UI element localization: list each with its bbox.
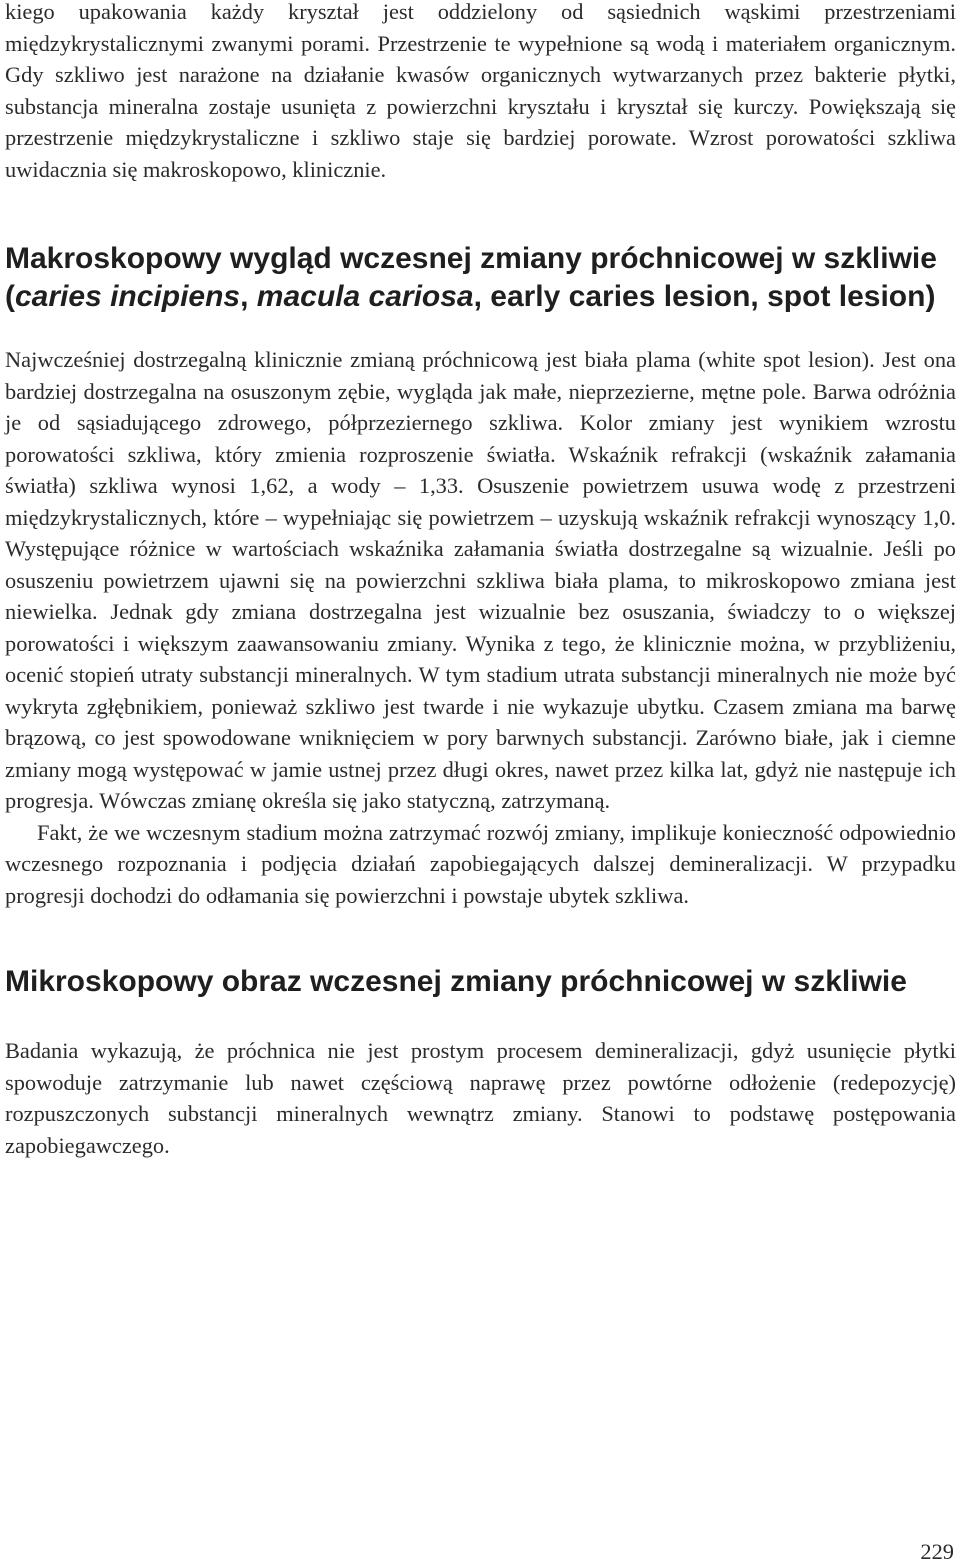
- page-number: 229: [920, 1539, 954, 1564]
- heading-text: Makroskopowy wygląd wczesnej zmiany próchnicowej w szkliwie (: [5, 242, 937, 313]
- section-heading-macroscopic: [5, 240, 956, 316]
- section-heading-microscopic: Mikroskopowy obraz wczesnej zmiany próchnicowej w szkliwie: [5, 965, 907, 998]
- paragraph-white-spot: Najwcześniej dostrzegalną klinicznie zmianą próchnicową jest biała plama (white spot lesion). Jest ona bardziej dostrzegalna na osuszonym zębie, wygląda jak małe, nieprzezierne, mętne pole. Barwa odróżnia je od sąsiadującego zdrowego, półprzeziernego szkliwa. Kolor zmiany jest wynikiem wzrostu porowatości szkliwa, który zmienia rozproszenie światła. Wskaźnik refrakcji (wskaźnik załamania światła) szkliwa wynosi 1,62, a wody – 1,33. Osuszenie powietrzem usuwa wodę z przestrzeni międzykrystalicznych, które – wypełniając się powietrzem – uzyskują wskaźnik refrakcji wynoszący 1,0. Występujące różnice w wartościach wskaźnika załamania światła dostrzegalne są wizualnie. Jeśli po osuszeniu powietrzem ujawni się na powierzchni szkliwa biała plama, to mikroskopowo zmiana jest niewielka. Jednak gdy zmiana dostrzegalna jest wizualnie bez osuszania, świadczy to o większej porowatości i większym zaawansowaniu zmiany. Wynika z tego, że klinicznie można, w przybliżeniu, ocenić stopień utraty substancji mineralnych. W tym stadium utrata substancji mineralnych nie może być wykryta zgłębnikiem, ponieważ szkliwo jest twarde i nie wykazuje ubytku. Czasem zmiana ma barwę brązową, co jest spowodowane wniknięciem w pory barwnych substancji. Zarówno białe, jak i ciemne zmiany mogą występować w jamie ustnej przez długi okres, nawet przez kilka lat, gdyż nie następuje ich progresja. Wówczas zmianę określa się jako statyczną, zatrzymaną.: [5, 347, 956, 813]
- heading-separator: ,: [240, 280, 257, 313]
- heading-term-caries-incipiens: caries incipiens: [15, 280, 241, 313]
- paragraph-early-stage: Fakt, że we wczesnym stadium można zatrzymać rozwój zmiany, implikuje konieczność odpowiednio wczesnego rozpoznania i podjęcia działań zapobiegających dalszej demineralizacji. W przypadku progresji dochodzi do odłamania się powierzchni i powstaje ubytek szkliwa.: [5, 819, 956, 908]
- heading-term-macula-cariosa: macula cariosa: [256, 280, 474, 313]
- paragraph-research: Badania wykazują, że próchnica nie jest prostym procesem demineralizacji, gdyż usunięcie płytki spowoduje zatrzymanie lub nawet częściową naprawę przez powtórne odłożenie (redepozycję) rozpuszczonych substancji mineralnych wewnątrz zmiany. Stanowi to podstawę postępowania zapobiegawczego.: [5, 1038, 956, 1158]
- heading-text-end: , early caries lesion, spot lesion): [473, 280, 936, 313]
- intro-paragraph: kiego upakowania każdy kryształ jest oddzielony od sąsiednich wąskimi przestrzeniami międzykrystalicznymi zwanymi porami. Przestrzenie te wypełnione są wodą i materiałem organicznym. Gdy szkliwo jest narażone na działanie kwasów organicznych wytwarzanych przez bakterie płytki, substancja mineralna zostaje usunięta z powierzchni kryształu i kryształ się kurczy. Powiększają się przestrzenie międzykrystaliczne i szkliwo staje się bardziej porowate. Wzrost porowatości szkliwa uwidacznia się makroskopowo, klinicznie.: [5, 0, 956, 182]
- document-page: [5, 0, 956, 1161]
